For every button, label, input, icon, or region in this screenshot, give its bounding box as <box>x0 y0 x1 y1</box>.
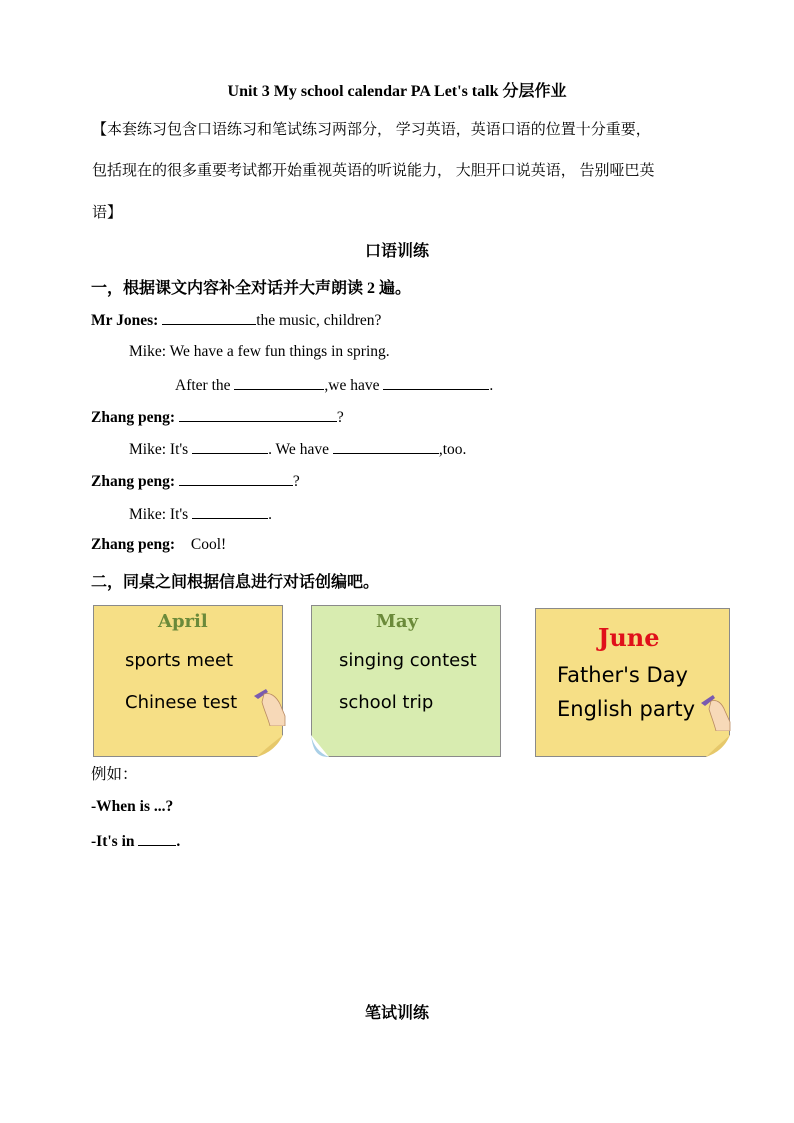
dialogue-text: . We have <box>268 441 329 458</box>
curled-corner-icon <box>311 735 329 757</box>
intro-line-2: 包括现在的很多重要考试都开始重视英语的听说能力， 大胆开口说英语， 告别哑巴英 <box>92 163 655 179</box>
card-item: sports meet <box>125 650 234 671</box>
example-answer-text: -It's in <box>91 833 135 850</box>
dialogue-text: Cool! <box>190 536 227 553</box>
card-item: English party <box>557 697 695 721</box>
calendar-card-april <box>93 605 283 757</box>
speaker: Zhang peng: <box>91 473 175 490</box>
speaker: Zhang peng: <box>91 409 175 426</box>
curled-corner-icon <box>706 735 730 757</box>
card-month: May <box>376 611 419 632</box>
example-answer-text: . <box>176 833 181 850</box>
dialogue-text: It's <box>169 441 189 458</box>
card-month: April <box>158 611 208 632</box>
answer-blank[interactable] <box>192 504 268 519</box>
dialogue-line-8 <box>91 536 226 554</box>
example-question: -When is ...? <box>91 798 174 815</box>
answer-blank[interactable] <box>138 831 176 846</box>
page-title: Unit 3 My school calendar PA Let's talk 分层作业 <box>227 83 567 100</box>
dialogue-text: . <box>268 506 272 523</box>
card-item: Father's Day <box>557 663 688 687</box>
dialogue-text: . <box>489 377 494 394</box>
section-1-title: 一，根据课文内容补全对话并大声朗读 2 遍。 <box>91 280 412 297</box>
dialogue-line-7 <box>129 504 272 524</box>
written-heading: 笔试训练 <box>364 1005 429 1022</box>
answer-blank[interactable] <box>179 407 337 422</box>
example-answer <box>91 831 180 851</box>
dialogue-line-6 <box>91 471 300 491</box>
intro-line-3: 语】 <box>92 205 123 221</box>
hand-pen-icon <box>252 684 286 726</box>
curled-corner-icon <box>257 735 283 757</box>
example-label: 例如： <box>91 766 138 783</box>
dialogue-line-5 <box>129 439 466 459</box>
intro-line-1: 【本套练习包含口语练习和笔试练习两部分， 学习英语，英语口语的位置十分重要， <box>92 122 651 138</box>
dialogue-text: After the <box>175 377 231 394</box>
dialogue-line-4 <box>91 407 344 427</box>
dialogue-text: We have a few fun things in spring. <box>169 343 390 360</box>
dialogue-line-2 <box>129 343 390 361</box>
answer-blank[interactable] <box>234 375 324 390</box>
answer-blank[interactable] <box>192 439 268 454</box>
hand-pen-icon <box>701 689 731 731</box>
speaker: Mr Jones: <box>91 312 159 329</box>
speaker: Mike: <box>129 441 167 458</box>
dialogue-text: the music, children? <box>256 312 382 329</box>
card-month: June <box>598 623 660 652</box>
speaker: Zhang peng: <box>91 536 175 553</box>
dialogue-text: ,we have <box>324 377 380 394</box>
answer-blank[interactable] <box>383 375 489 390</box>
dialogue-text: It's <box>169 506 189 523</box>
answer-blank[interactable] <box>333 439 439 454</box>
card-item: Chinese test <box>125 692 238 713</box>
speaker: Mike: <box>129 343 167 360</box>
oral-heading: 口语训练 <box>364 243 429 260</box>
card-item: school trip <box>339 692 434 713</box>
answer-blank[interactable] <box>179 471 293 486</box>
dialogue-line-1 <box>91 310 381 330</box>
dialogue-text: ? <box>336 409 344 426</box>
answer-blank[interactable] <box>162 310 256 325</box>
card-item: singing contest <box>339 650 477 671</box>
dialogue-line-3 <box>175 375 493 395</box>
dialogue-text: ? <box>292 473 300 490</box>
section-2-title: 二，同桌之间根据信息进行对话创编吧。 <box>91 574 380 591</box>
calendar-card-june <box>535 608 730 757</box>
speaker: Mike: <box>129 506 167 523</box>
calendar-card-may <box>311 605 501 757</box>
dialogue-text: ,too. <box>438 441 467 458</box>
